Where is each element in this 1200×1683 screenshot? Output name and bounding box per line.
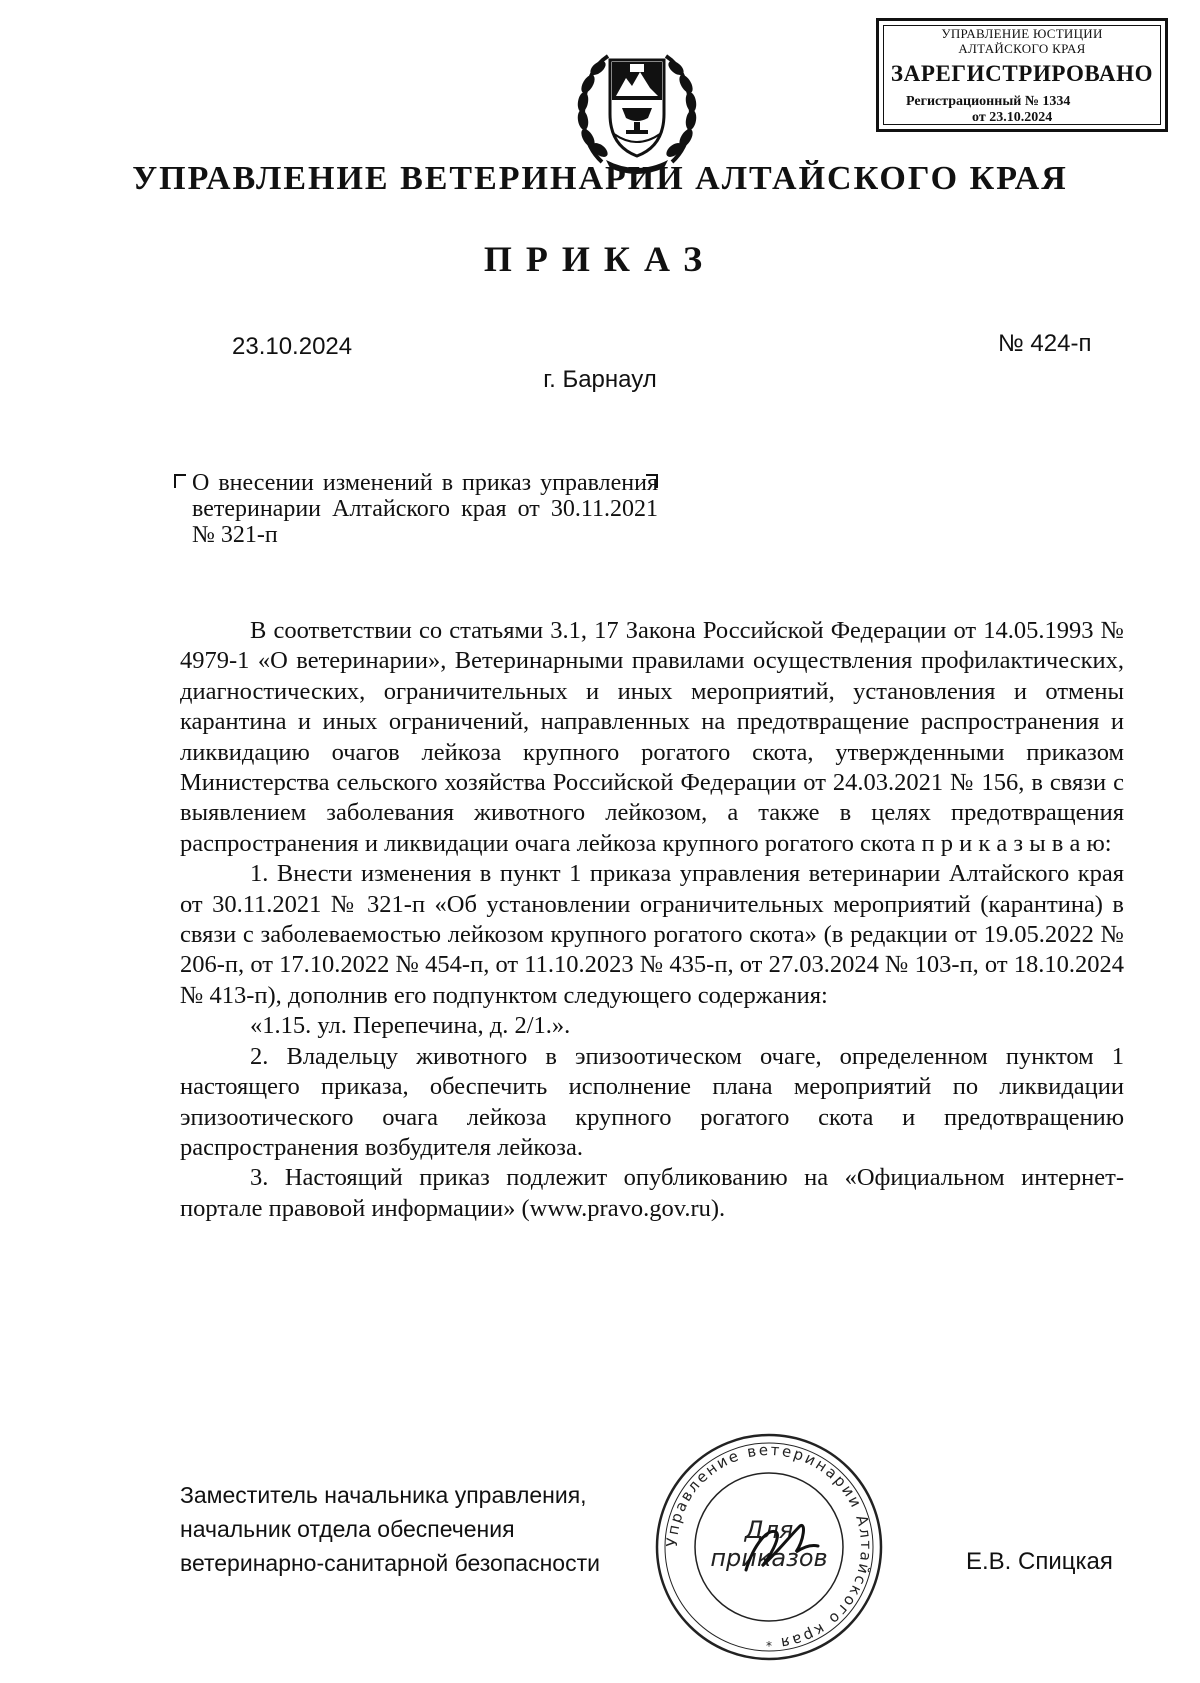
registration-number: Регистрационный № 1334 bbox=[906, 94, 1071, 109]
body-item-2: 2. Владельцу животного в эпизоотическом очаге, определенном пунктом 1 настоящего приказа, обеспечить исполнение плана мероприятий по ликвидации эпизоотического очага лейкоза крупного рогатого скота и предотвращению распространения возбудителя лейкоза. bbox=[180, 1042, 1124, 1161]
body-item-1-quote: «1.15. ул. Перепечина, д. 2/1.». bbox=[250, 1012, 571, 1040]
signatory-title-line-3: ветеринарно-санитарной безопасности bbox=[180, 1550, 600, 1576]
document-date: 23.10.2024 bbox=[232, 333, 353, 360]
body-preamble bbox=[180, 616, 1124, 859]
signatory-name: Е.В. Спицкая bbox=[966, 1548, 1113, 1575]
registration-authority-line-1: УПРАВЛЕНИЕ ЮСТИЦИИ bbox=[941, 26, 1103, 41]
document-subject: О внесении изменений в приказ управления ветеринарии Алтайского края от 30.11.2021 № 321-п bbox=[192, 470, 658, 548]
document-body bbox=[180, 616, 1124, 1224]
signatory-title-line-2: начальник отдела обеспечения bbox=[180, 1516, 515, 1542]
agency-name: УПРАВЛЕНИЕ ВЕТЕРИНАРИИ АЛТАЙСКОГО КРАЯ bbox=[132, 160, 1068, 197]
registration-authority-line-2: АЛТАЙСКОГО КРАЯ bbox=[958, 41, 1086, 56]
signatory-title bbox=[180, 1478, 650, 1580]
seal-center-line-2: приказов bbox=[710, 1544, 828, 1572]
body-item-3: 3. Настоящий приказ подлежит опубликованию на «Официальном интернет-портале правовой информации» (www.pravo.gov.ru). bbox=[180, 1164, 1124, 1222]
document-number: № 424-п bbox=[998, 330, 1092, 357]
coat-of-arms-emblem bbox=[572, 34, 702, 174]
seal-ring-text: Управление ветеринарии Алтайского края bbox=[662, 1440, 876, 1653]
registration-stamp-inner-border bbox=[883, 25, 1161, 125]
registration-stamp bbox=[876, 18, 1168, 132]
document-type: ПРИКАЗ bbox=[483, 239, 717, 279]
directive-word: п р и к а з ы в а ю: bbox=[921, 829, 1112, 857]
svg-text:*: * bbox=[766, 1639, 772, 1653]
document-city: г. Барнаул bbox=[543, 366, 657, 393]
official-seal bbox=[650, 1428, 888, 1666]
subject-left-bracket bbox=[174, 474, 186, 488]
signatory-title-line-1: Заместитель начальника управления, bbox=[180, 1482, 587, 1508]
seal-center-line-1: Для bbox=[744, 1516, 794, 1544]
preamble-text: В соответствии со статьями 3.1, 17 Закона Российской Федерации от 14.05.1993 № 4979-1 «О ветеринарии», Ветеринарными правилами осуществления профилактических, диагностических, ограничительных и иных мероприятий, установления и отмены карантина и иных ограничений, направленных на предотвращение распространения и ликвидацию очагов лейкоза крупного рогатого скота, утвержденными приказом Министерства сельского хозяйства Российской Федерации от 24.03.2021 № 156, в связи с выявлением заболевания животного лейкозом, а также в целях предотвращения распространения и ликвидации очага лейкоза крупного рогатого скота bbox=[180, 617, 1124, 857]
body-item-1: 1. Внести изменения в пункт 1 приказа управления ветеринарии Алтайского края от 30.11.2021 № 321-п «Об установлении ограничительных мероприятий (карантина) в связи с заболеваемостью лейкозом крупного рогатого скота» (в редакции от 19.05.2022 № 206-п, от 17.10.2022 № 454-п, от 11.10.2023 № 435-п, от 27.03.2024 № 103-п, от 18.10.2024 № 413-п), дополнив его подпунктом следующего содержания: bbox=[180, 860, 1124, 1009]
registration-status: ЗАРЕГИСТРИРОВАНО bbox=[890, 61, 1154, 86]
registration-date: от 23.10.2024 bbox=[972, 110, 1053, 125]
